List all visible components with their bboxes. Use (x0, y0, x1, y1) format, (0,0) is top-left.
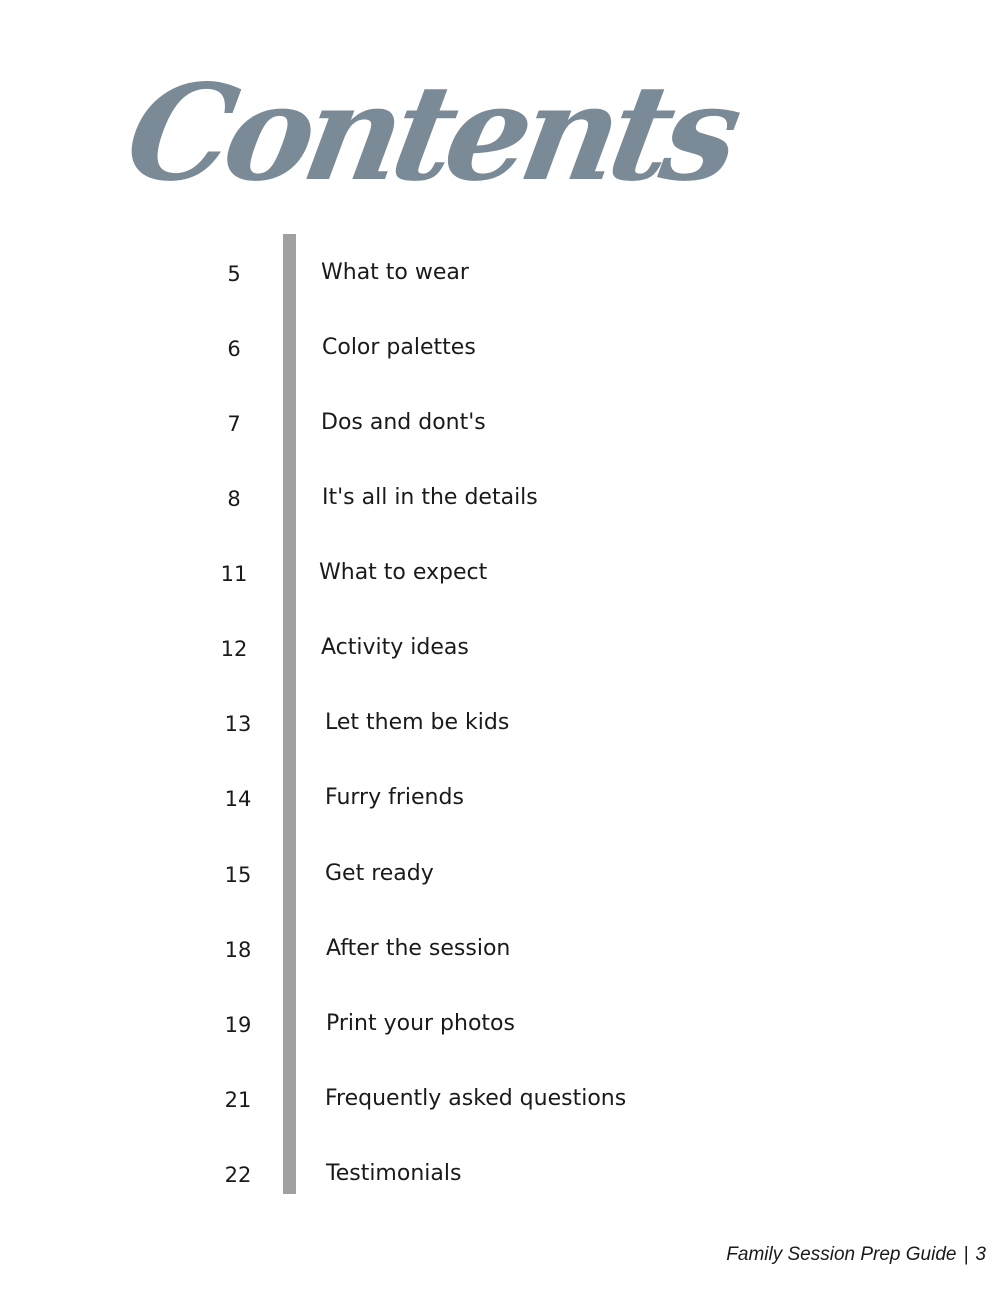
toc-page-number: 6 (227, 337, 241, 361)
toc-entry-title: It's all in the details (322, 485, 538, 510)
toc-page-number: 21 (224, 1088, 252, 1112)
footer-page-number: 3 (975, 1244, 986, 1265)
toc-page-number: 19 (224, 1013, 252, 1037)
toc-entry[interactable] (0, 855, 1000, 895)
toc-entry-title: Frequently asked questions (325, 1086, 627, 1111)
page-footer (726, 1244, 986, 1266)
toc-entry-title: After the session (326, 936, 511, 961)
toc-entry[interactable] (0, 554, 1000, 594)
footer-separator: | (963, 1244, 969, 1265)
toc-entry-title: Color palettes (322, 335, 476, 360)
guide-name: Family Session Prep Guide (726, 1244, 957, 1265)
toc-entry[interactable] (0, 404, 1000, 444)
toc-page-number: 12 (220, 637, 248, 661)
toc-entry[interactable] (0, 254, 1000, 294)
toc-entry[interactable] (0, 629, 1000, 669)
toc-page-number: 22 (224, 1163, 252, 1187)
toc-page-number: 13 (224, 712, 252, 736)
toc-entry-title: What to expect (319, 560, 488, 585)
toc-entry-title: Dos and dont's (321, 410, 486, 435)
toc-entry-title: Furry friends (325, 785, 464, 810)
toc-page-number: 5 (227, 262, 241, 286)
toc-entry-title: Testimonials (326, 1161, 462, 1186)
toc-page-number: 11 (220, 562, 248, 586)
toc-entry[interactable] (0, 930, 1000, 970)
toc-entry[interactable] (0, 1080, 1000, 1120)
toc-entry-title: Print your photos (326, 1011, 515, 1036)
toc-entry-title: What to wear (321, 260, 469, 285)
toc-entry-title: Get ready (325, 861, 434, 886)
toc-page-number: 8 (227, 487, 241, 511)
toc-entry[interactable] (0, 1155, 1000, 1195)
toc-entry-title: Activity ideas (321, 635, 469, 660)
toc-entry[interactable] (0, 779, 1000, 819)
toc-page-number: 15 (224, 863, 252, 887)
toc-entry[interactable] (0, 704, 1000, 744)
toc-page-number: 7 (227, 412, 241, 436)
toc-entry[interactable] (0, 329, 1000, 369)
toc-page-number: 18 (224, 938, 252, 962)
toc-entry-title: Let them be kids (325, 710, 510, 735)
toc-entry[interactable] (0, 479, 1000, 519)
page-title: Contents (116, 56, 745, 211)
toc-entry[interactable] (0, 1005, 1000, 1045)
toc-page-number: 14 (224, 787, 252, 811)
